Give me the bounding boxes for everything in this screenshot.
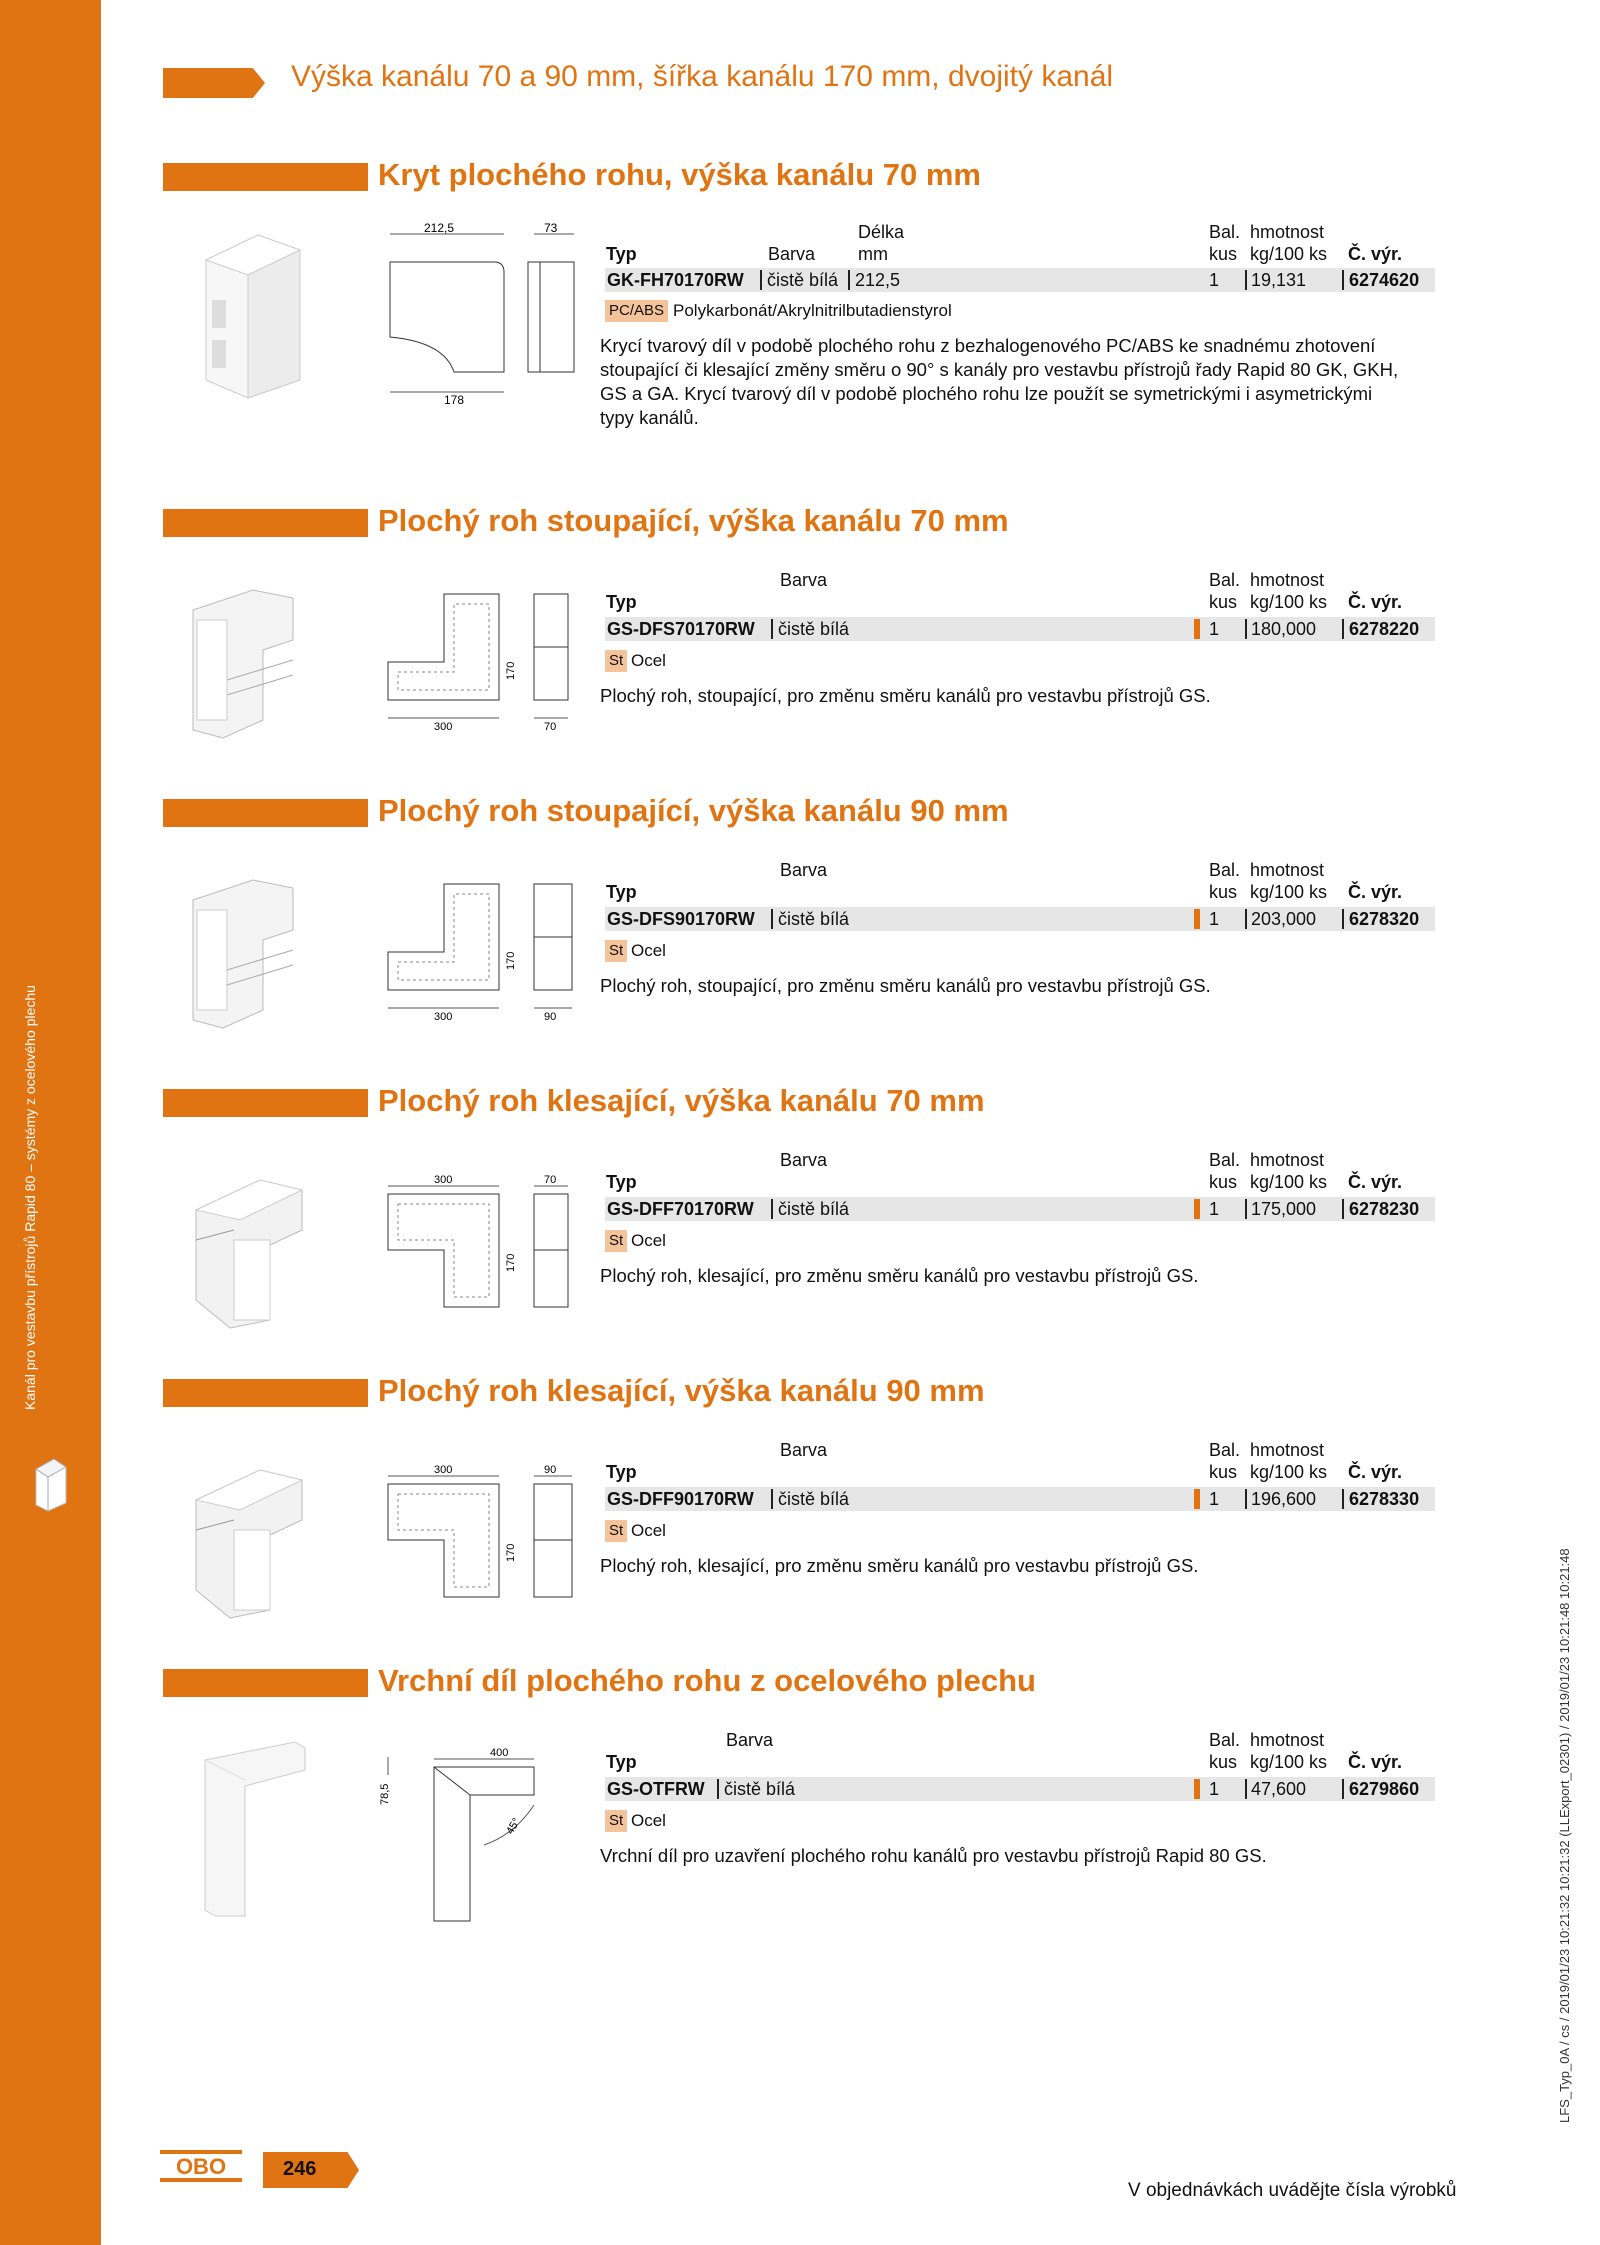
technical-drawing [384, 1462, 574, 1607]
cell-typ: GS-DFS90170RW [607, 909, 755, 929]
section-bar [163, 799, 368, 827]
column-typ: Typ [606, 1752, 637, 1772]
dim-label: 300 [434, 1464, 453, 1476]
dim-label: 170 [505, 661, 517, 680]
dim-label: 170 [505, 1253, 517, 1272]
cell-barva: čistě bílá [767, 270, 839, 290]
material-name: Ocel [631, 1231, 666, 1250]
obo-logo [160, 2150, 242, 2182]
section-bar [163, 1089, 368, 1117]
section-title: Plochý roh stoupající, výška kanálu 90 mm [378, 793, 1009, 828]
column-barva: Barva [726, 1730, 774, 1750]
column-bal: Bal. [1209, 570, 1241, 590]
column-barva: Barva [780, 1150, 828, 1170]
material-badge: St [605, 940, 627, 962]
cell-bal: 1 [1209, 1779, 1220, 1799]
column-bal: Bal. [1209, 222, 1241, 242]
column-kg: kg/100 ks [1250, 244, 1328, 264]
material-name: Polykarbonát/Akrylnitrilbutadienstyrol [673, 301, 952, 320]
material-name: Ocel [631, 651, 666, 670]
product-description: Vrchní díl pro uzavření plochého rohu kanálů pro vestavbu přístrojů Rapid 80 GS. [600, 1845, 1267, 1866]
table-row [605, 1777, 1435, 1801]
product-photo [183, 870, 301, 1030]
column-hmotnost: hmotnost [1250, 222, 1325, 242]
dim-label: 90 [544, 1011, 557, 1023]
section-title: Plochý roh klesající, výška kanálu 70 mm [378, 1083, 985, 1118]
dim-label: 70 [544, 1174, 557, 1186]
column-hmotnost: hmotnost [1250, 570, 1325, 590]
cell-bal: 1 [1209, 619, 1220, 639]
channel-icon [32, 1455, 70, 1513]
column-barva: Barva [768, 244, 816, 264]
product-description: Plochý roh, stoupající, pro změnu směru kanálů pro vestavbu přístrojů GS. [600, 975, 1211, 996]
column-kg: kg/100 ks [1250, 592, 1328, 612]
cell-bal: 1 [1209, 270, 1220, 290]
sidebar-vertical-text: Kanál pro vestavbu přístrojů Rapid 80 – systémy z ocelového plechu [22, 985, 38, 1410]
technical-drawing [384, 590, 574, 735]
product-photo [195, 1740, 313, 1920]
cell-typ: GS-DFS70170RW [607, 619, 755, 639]
column-cvyr: Č. výr. [1348, 1462, 1403, 1482]
dim-label: 78,5 [379, 1783, 391, 1805]
page-number: 246 [283, 2158, 317, 2180]
column-typ: Typ [606, 592, 637, 612]
cell-barva: čistě bílá [778, 1489, 850, 1509]
cell-hmotnost: 47,600 [1251, 1779, 1307, 1799]
cell-hmotnost: 203,000 [1251, 909, 1317, 929]
material-badge: PC/ABS [605, 300, 668, 322]
column-hmotnost: hmotnost [1250, 860, 1325, 880]
column-hmotnost: hmotnost [1250, 1730, 1325, 1750]
column-barva: Barva [780, 1440, 828, 1460]
product-description: Plochý roh, klesající, pro změnu směru kanálů pro vestavbu přístrojů GS. [600, 1265, 1199, 1286]
material-badge: St [605, 1810, 627, 1832]
cell-bal: 1 [1209, 1199, 1220, 1219]
table-row [605, 907, 1435, 931]
cell-typ: GS-DFF90170RW [607, 1489, 754, 1509]
column-kus: kus [1209, 882, 1238, 902]
cell-cvyr: 6278330 [1349, 1489, 1420, 1509]
section-bar [163, 1379, 368, 1407]
cell-hmotnost: 196,600 [1251, 1489, 1317, 1509]
product-photo [190, 1170, 308, 1330]
product-description: Plochý roh, stoupající, pro změnu směru kanálů pro vestavbu přístrojů GS. [600, 685, 1211, 706]
material-badge: St [605, 1520, 627, 1542]
column-typ: Typ [606, 1172, 637, 1192]
print-info: LFS_Typ_0A / cs / 2019/01/23 10:21:32 10:21:32 (LLExport_02301) / 2019/01/23 10:21:48 10:21:48 [1557, 1548, 1572, 2123]
column-kus: kus [1209, 592, 1238, 612]
column-hmotnost: hmotnost [1250, 1440, 1325, 1460]
cell-cvyr: 6279860 [1349, 1779, 1420, 1799]
dim-label: 170 [505, 951, 517, 970]
header-bar [163, 68, 265, 98]
material-badge: St [605, 650, 627, 672]
section-title: Vrchní díl plochého rohu z ocelového plechu [378, 1663, 1036, 1698]
cell-cvyr: 6278220 [1349, 619, 1420, 639]
section-bar [163, 509, 368, 537]
dim-label: 400 [490, 1747, 509, 1759]
cell-barva: čistě bílá [778, 1199, 850, 1219]
footer-note: V objednávkách uvádějte čísla výrobků [1128, 2180, 1457, 2201]
technical-drawing [384, 880, 574, 1025]
cell-typ: GK-FH70170RW [607, 270, 744, 290]
section-title: Kryt plochého rohu, výška kanálu 70 mm [378, 157, 981, 192]
dim-label: 73 [544, 221, 558, 235]
column-bal: Bal. [1209, 1150, 1241, 1170]
column-typ: Typ [606, 882, 637, 902]
cell-barva: čistě bílá [778, 619, 850, 639]
dim-label: 300 [434, 1174, 453, 1186]
cell-barva: čistě bílá [778, 909, 850, 929]
section-bar [163, 163, 368, 191]
dim-label: 170 [505, 1543, 517, 1562]
column-cvyr: Č. výr. [1348, 1752, 1403, 1772]
column-barva: Barva [780, 860, 828, 880]
dim-label: 45° [504, 1816, 523, 1837]
logo-text: OBO [175, 2154, 227, 2179]
sidebar [0, 0, 101, 2245]
column-bal: Bal. [1209, 860, 1241, 880]
dim-label: 90 [544, 1464, 557, 1476]
table-row [605, 1487, 1435, 1511]
column-delka: Délka [858, 222, 905, 242]
cell-hmotnost: 180,000 [1251, 619, 1317, 639]
column-kg: kg/100 ks [1250, 1172, 1328, 1192]
column-kus: kus [1209, 244, 1238, 264]
cell-typ: GS-OTFRW [607, 1779, 705, 1799]
column-cvyr: Č. výr. [1348, 244, 1403, 264]
table-row [605, 617, 1435, 641]
material-badge: St [605, 1230, 627, 1252]
cell-barva: čistě bílá [724, 1779, 796, 1799]
product-photo [183, 580, 301, 740]
material-name: Ocel [631, 1521, 666, 1540]
section-title: Plochý roh klesající, výška kanálu 90 mm [378, 1373, 985, 1408]
table-row [605, 268, 1435, 292]
column-cvyr: Č. výr. [1348, 592, 1403, 612]
dim-label: 178 [444, 393, 465, 407]
dim-label: 70 [544, 721, 557, 733]
column-hmotnost: hmotnost [1250, 1150, 1325, 1170]
column-kg: kg/100 ks [1250, 1752, 1328, 1772]
dim-label: 300 [434, 721, 453, 733]
cell-hmotnost: 175,000 [1251, 1199, 1317, 1219]
column-kus: kus [1209, 1172, 1238, 1192]
cell-bal: 1 [1209, 909, 1220, 929]
table-row [605, 1197, 1435, 1221]
dim-label: 212,5 [424, 221, 455, 235]
product-description: Plochý roh, klesající, pro změnu směru kanálů pro vestavbu přístrojů GS. [600, 1555, 1199, 1576]
cell-cvyr: 6278320 [1349, 909, 1420, 929]
dim-label: 300 [434, 1011, 453, 1023]
column-kus: kus [1209, 1462, 1238, 1482]
column-bal: Bal. [1209, 1730, 1241, 1750]
section-title: Plochý roh stoupající, výška kanálu 70 mm [378, 503, 1009, 538]
column-barva: Barva [780, 570, 828, 590]
column-mm: mm [858, 244, 888, 264]
technical-drawing [379, 1745, 584, 1925]
cell-typ: GS-DFF70170RW [607, 1199, 754, 1219]
column-kg: kg/100 ks [1250, 1462, 1328, 1482]
product-photo [190, 1460, 308, 1620]
product-description: Krycí tvarový díl v podobě plochého rohu z bezhalogenového PC/ABS ke snadnému zhotovení stoupající či klesající změny směru o 90° s kanály pro vestavbu přístrojů řady Rapid 80 GK, GKH, GS a GA. Krycí tvarový díl v podobě plochého rohu lze použít se symetrickými i asymetrickými typy kanálů. [600, 335, 1399, 428]
cell-cvyr: 6278230 [1349, 1199, 1420, 1219]
column-kus: kus [1209, 1752, 1238, 1772]
technical-drawing [384, 1172, 574, 1317]
material-name: Ocel [631, 1811, 666, 1830]
product-photo [188, 230, 306, 400]
column-cvyr: Č. výr. [1348, 1172, 1403, 1192]
column-kg: kg/100 ks [1250, 882, 1328, 902]
column-typ: Typ [606, 1462, 637, 1482]
section-bar [163, 1669, 368, 1697]
material-name: Ocel [631, 941, 666, 960]
column-cvyr: Č. výr. [1348, 882, 1403, 902]
technical-drawing [384, 222, 574, 407]
cell-hmotnost: 19,131 [1251, 270, 1307, 290]
cell-delka: 212,5 [855, 270, 901, 290]
cell-bal: 1 [1209, 1489, 1220, 1509]
cell-cvyr: 6274620 [1349, 270, 1420, 290]
column-bal: Bal. [1209, 1440, 1241, 1460]
column-typ: Typ [606, 244, 637, 264]
page-title: Výška kanálu 70 a 90 mm, šířka kanálu 170 mm, dvojitý kanál [291, 60, 1114, 93]
